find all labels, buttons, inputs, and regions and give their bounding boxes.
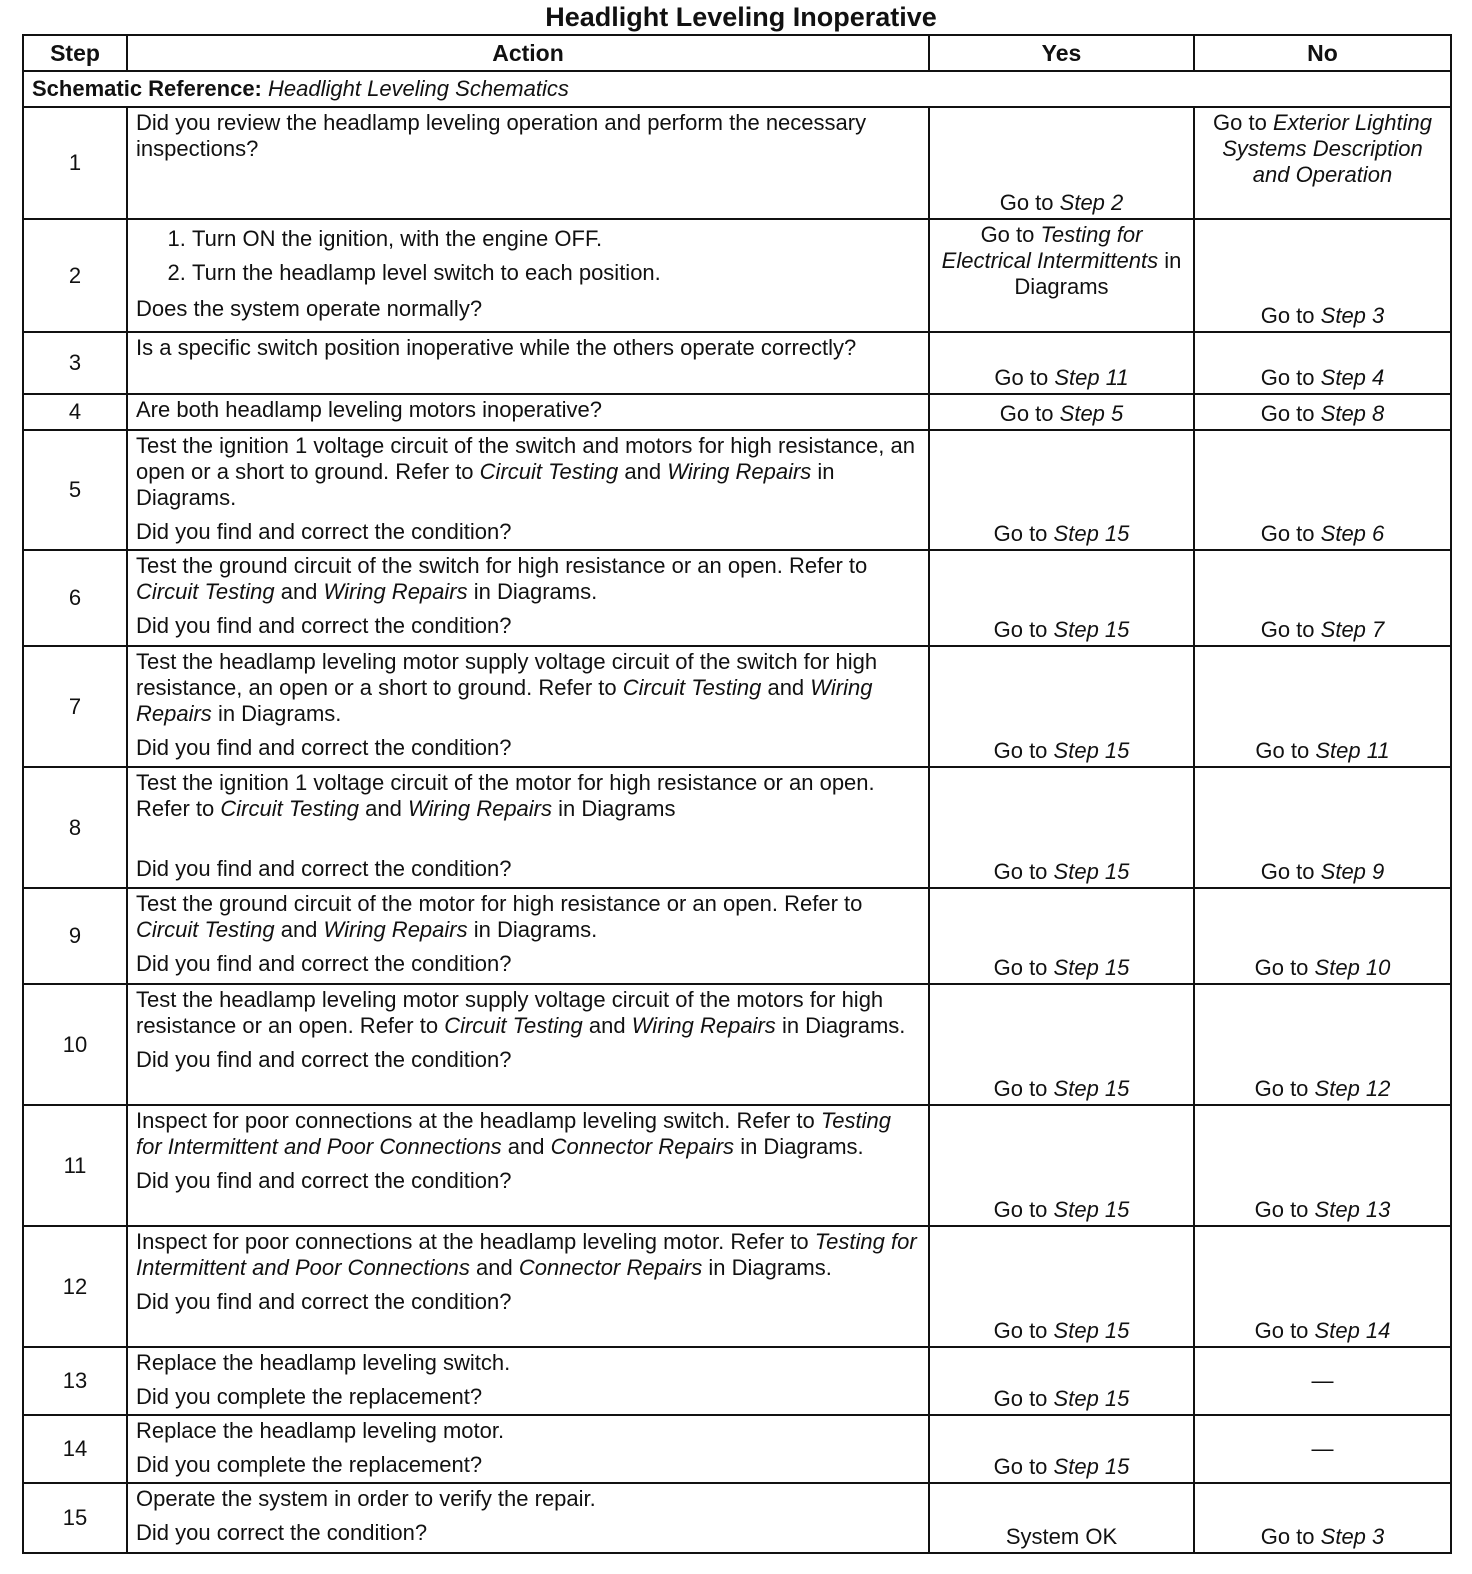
yes-suffix: in Diagrams <box>1014 248 1182 299</box>
go-to-text: Go to <box>993 1386 1048 1411</box>
go-to-text: Go to <box>1254 1318 1309 1343</box>
step-number: 6 <box>23 550 127 646</box>
no-cell <box>1194 394 1451 430</box>
action-text: Is a specific switch position inoperative while the others operate correctly? <box>136 335 857 360</box>
action-question: Did you find and correct the condition? <box>136 1168 512 1193</box>
go-to-text: Go to <box>993 738 1048 763</box>
wiring-repairs-link[interactable]: Wiring Repairs <box>667 459 812 484</box>
action-text-body: Test the ignition 1 voltage circuit of the motor for high resistance or an open. Refer to <box>136 770 875 821</box>
connector-repairs-link[interactable]: Connector Repairs <box>518 1255 703 1280</box>
in-diagrams-text: in Diagrams. <box>136 459 835 510</box>
schematic-link[interactable]: Headlight Leveling Schematics <box>268 76 569 101</box>
no-step-link[interactable]: Step 3 <box>1320 303 1385 328</box>
no-step-link[interactable]: Step 11 <box>1315 738 1390 763</box>
action-question: Did you correct the condition? <box>136 1520 428 1545</box>
go-to-text: Go to <box>993 1318 1048 1343</box>
go-to-text: Go to <box>1254 1076 1309 1101</box>
go-to-text: Go to <box>1260 401 1315 426</box>
table-row <box>23 394 1451 430</box>
table-row <box>23 767 1451 888</box>
action-cell <box>127 888 929 984</box>
go-to-text: Go to <box>999 401 1054 426</box>
yes-cell <box>929 1226 1194 1347</box>
no-step-link[interactable]: Step 4 <box>1320 365 1385 390</box>
wiring-repairs-link[interactable]: Wiring Repairs <box>136 675 873 726</box>
table-row <box>23 1105 1451 1226</box>
no-step-link[interactable]: Step 10 <box>1314 955 1391 980</box>
action-text: Did you review the headlamp leveling operation and perform the necessary inspections? <box>136 110 867 161</box>
yes-step-link[interactable]: Step 15 <box>1053 1454 1130 1479</box>
in-diagrams-text: in Diagrams. <box>781 1013 906 1038</box>
wiring-repairs-link[interactable]: Wiring Repairs <box>323 579 468 604</box>
step-number: 2 <box>23 219 127 332</box>
go-to-text: Go to <box>1260 859 1315 884</box>
no-step-link[interactable]: Step 6 <box>1320 521 1385 546</box>
go-to-text: Go to <box>993 617 1048 642</box>
action-text <box>136 649 920 727</box>
go-to-text: Go to <box>980 222 1035 247</box>
step-number: 14 <box>23 1415 127 1483</box>
go-to-text: Go to <box>999 190 1054 215</box>
no-cell <box>1194 332 1451 394</box>
no-cell <box>1194 888 1451 984</box>
go-to-text: Go to <box>1260 521 1315 546</box>
header-no: No <box>1194 35 1451 71</box>
action-cell <box>127 646 929 767</box>
and-text: and <box>365 796 402 821</box>
action-cell <box>127 394 929 430</box>
action-text <box>136 1229 920 1281</box>
action-cell <box>127 1105 929 1226</box>
yes-step-link[interactable]: Step 15 <box>1053 1197 1130 1222</box>
action-cell <box>127 550 929 646</box>
yes-step-link[interactable]: Step 15 <box>1053 1386 1130 1411</box>
in-diagrams-text: in Diagrams. <box>708 1255 832 1280</box>
wiring-repairs-link[interactable]: Wiring Repairs <box>631 1013 776 1038</box>
action-cell <box>127 1415 929 1483</box>
action-text-body: Inspect for poor connections at the headlamp leveling motor. Refer to <box>136 1229 809 1254</box>
yes-cell <box>929 107 1194 219</box>
no-cell: — <box>1194 1347 1451 1415</box>
table-row <box>23 1483 1451 1553</box>
header-yes: Yes <box>929 35 1194 71</box>
no-cell <box>1194 984 1451 1105</box>
action-question: Did you complete the replacement? <box>136 1384 483 1409</box>
yes-cell <box>929 1105 1194 1226</box>
connector-repairs-link[interactable]: Connector Repairs <box>550 1134 735 1159</box>
page-title: Headlight Leveling Inoperative <box>545 2 937 32</box>
circuit-testing-link[interactable]: Circuit Testing <box>136 579 275 604</box>
no-step-link[interactable]: Step 7 <box>1320 617 1385 642</box>
yes-step-link[interactable]: Step 15 <box>1053 617 1130 642</box>
schematic-reference <box>23 71 1451 107</box>
table-row <box>23 984 1451 1105</box>
circuit-testing-link[interactable]: Circuit Testing <box>479 459 619 484</box>
yes-cell <box>929 1347 1194 1415</box>
and-text: and <box>507 1134 545 1159</box>
action-text-body: Inspect for poor connections at the headlamp leveling switch. Refer to <box>136 1108 815 1133</box>
action-cell <box>127 107 929 219</box>
yes-cell <box>929 646 1194 767</box>
go-to-text: Go to <box>994 365 1049 390</box>
action-text-body: Test the ground circuit of the motor for high resistance or an open. Refer to <box>136 891 863 916</box>
action-text <box>136 553 920 605</box>
action-text <box>136 987 920 1039</box>
action-cell <box>127 1347 929 1415</box>
no-step-link[interactable]: Step 8 <box>1320 401 1385 426</box>
testing-intermittent-link[interactable]: Testing for Intermittent and Poor Connections <box>136 1229 917 1280</box>
step-number: 11 <box>23 1105 127 1226</box>
and-text: and <box>624 459 662 484</box>
step-number: 13 <box>23 1347 127 1415</box>
no-step-link[interactable]: Step 14 <box>1314 1318 1391 1343</box>
action-question: Did you find and correct the condition? <box>136 1289 512 1314</box>
action-cell <box>127 984 929 1105</box>
diagnostic-table <box>22 34 1452 1554</box>
yes-reference-link[interactable]: Testing for Electrical Intermittents <box>941 222 1159 273</box>
go-to-text: Go to <box>993 859 1048 884</box>
schematic-label: Schematic Reference: <box>32 76 262 101</box>
go-to-text: Go to <box>1260 617 1315 642</box>
action-text-body: Test the headlamp leveling motor supply voltage circuit of the switch for high resistance, an open or a short to ground. Refer to <box>136 649 878 700</box>
yes-cell <box>929 888 1194 984</box>
step-number: 8 <box>23 767 127 888</box>
no-cell <box>1194 1483 1451 1553</box>
action-question: Did you find and correct the condition? <box>136 1047 512 1072</box>
table-row <box>23 1226 1451 1347</box>
yes-step-link[interactable]: Step 15 <box>1053 859 1130 884</box>
step-number: 10 <box>23 984 127 1105</box>
go-to-text: Go to <box>1254 955 1309 980</box>
circuit-testing-link[interactable]: Circuit Testing <box>220 796 359 821</box>
no-cell <box>1194 430 1451 550</box>
yes-cell: System OK <box>929 1483 1194 1553</box>
wiring-repairs-link[interactable]: Wiring Repairs <box>323 917 468 942</box>
table-row <box>23 646 1451 767</box>
table-row <box>23 332 1451 394</box>
table-row <box>23 888 1451 984</box>
step-number: 12 <box>23 1226 127 1347</box>
action-text: Replace the headlamp leveling motor. <box>136 1418 505 1443</box>
and-text: and <box>767 675 805 700</box>
wiring-repairs-link[interactable]: Wiring Repairs <box>407 796 553 821</box>
action-question: Did you find and correct the condition? <box>136 856 512 881</box>
no-cell <box>1194 767 1451 888</box>
and-text: and <box>588 1013 626 1038</box>
table-row <box>23 1347 1451 1415</box>
in-diagrams-text: in Diagrams. <box>473 917 598 942</box>
no-step-link[interactable]: Step 13 <box>1314 1197 1391 1222</box>
yes-step-link[interactable]: Step 15 <box>1053 955 1130 980</box>
list-item: 1. Turn ON the ignition, with the engine OFF. <box>192 222 920 256</box>
action-text: Replace the headlamp leveling switch. <box>136 1350 511 1375</box>
step-number: 15 <box>23 1483 127 1553</box>
action-cell <box>127 332 929 394</box>
no-cell <box>1194 550 1451 646</box>
step-number: 1 <box>23 107 127 219</box>
table-row <box>23 1415 1451 1483</box>
in-diagrams-text: in Diagrams <box>558 796 676 821</box>
go-to-text: Go to <box>993 1454 1048 1479</box>
list-item: 2. Turn the headlamp level switch to each position. <box>192 256 920 290</box>
in-diagrams-text: in Diagrams. <box>473 579 598 604</box>
go-to-text: Go to <box>1254 1197 1309 1222</box>
go-to-text: Go to <box>1255 738 1310 763</box>
step-number: 5 <box>23 430 127 550</box>
action-text <box>136 433 920 511</box>
action-cell <box>127 430 929 550</box>
yes-cell <box>929 984 1194 1105</box>
yes-step-link[interactable]: Step 11 <box>1054 365 1129 390</box>
step-number: 4 <box>23 394 127 430</box>
action-cell <box>127 767 929 888</box>
yes-step-link[interactable]: Step 5 <box>1059 401 1124 426</box>
testing-intermittent-link[interactable]: Testing for Intermittent and Poor Connections <box>136 1108 891 1159</box>
in-diagrams-text: in Diagrams. <box>217 701 342 726</box>
go-to-text: Go to <box>1213 110 1267 135</box>
yes-step-link[interactable]: Step 15 <box>1053 521 1130 546</box>
go-to-text: Go to <box>993 1197 1048 1222</box>
no-step-link[interactable]: Step 9 <box>1320 859 1385 884</box>
no-step-link[interactable]: Step 12 <box>1314 1076 1391 1101</box>
yes-cell <box>929 332 1194 394</box>
yes-cell <box>929 1415 1194 1483</box>
no-step-link[interactable]: Step 3 <box>1320 1524 1385 1549</box>
action-cell <box>127 219 929 332</box>
yes-step-link[interactable]: Step 15 <box>1053 1076 1130 1101</box>
yes-cell <box>929 219 1194 332</box>
go-to-text: Go to <box>993 1076 1048 1101</box>
step-number: 7 <box>23 646 127 767</box>
action-question: Did you find and correct the condition? <box>136 735 512 760</box>
no-cell <box>1194 1105 1451 1226</box>
go-to-text: Go to <box>993 955 1048 980</box>
action-list <box>136 222 920 290</box>
yes-step-link[interactable]: Step 15 <box>1053 1318 1130 1343</box>
go-to-text: Go to <box>1260 365 1315 390</box>
no-cell: — <box>1194 1415 1451 1483</box>
and-text: and <box>280 917 318 942</box>
no-cell <box>1194 1226 1451 1347</box>
action-text-body: Test the ignition 1 voltage circuit of the switch and motors for high resistance, an open or a short to ground. Refer to <box>136 433 915 484</box>
go-to-text: Go to <box>1260 303 1315 328</box>
go-to-text: Go to <box>993 521 1048 546</box>
yes-cell <box>929 394 1194 430</box>
table-row <box>23 107 1451 219</box>
action-text: Operate the system in order to verify the repair. <box>136 1486 596 1511</box>
action-text-body: Test the headlamp leveling motor supply voltage circuit of the motors for high resistance or an open. Refer to <box>136 987 884 1038</box>
no-reference-link[interactable]: Exterior Lighting Systems Description and Operation <box>1222 110 1432 187</box>
header-step: Step <box>23 35 127 71</box>
yes-cell <box>929 550 1194 646</box>
yes-step-link[interactable]: Step 15 <box>1053 738 1130 763</box>
table-row <box>23 550 1451 646</box>
table-row <box>23 219 1451 332</box>
go-to-text: Go to <box>1260 1524 1315 1549</box>
action-text-body: Test the ground circuit of the switch for high resistance or an open. Refer to <box>136 553 868 578</box>
and-text: and <box>475 1255 513 1280</box>
in-diagrams-text: in Diagrams. <box>740 1134 864 1159</box>
action-text <box>136 770 920 822</box>
action-question: Did you find and correct the condition? <box>136 613 512 638</box>
and-text: and <box>280 579 318 604</box>
action-question: Did you find and correct the condition? <box>136 951 512 976</box>
step-number: 9 <box>23 888 127 984</box>
table-row <box>23 430 1451 550</box>
action-text: Are both headlamp leveling motors inoperative? <box>136 397 602 422</box>
header-row <box>23 35 1451 71</box>
no-cell <box>1194 219 1451 332</box>
schematic-row <box>23 71 1451 107</box>
action-question: Does the system operate normally? <box>136 296 483 321</box>
circuit-testing-link[interactable]: Circuit Testing <box>444 1013 583 1038</box>
header-action: Action <box>127 35 929 71</box>
step-number: 3 <box>23 332 127 394</box>
circuit-testing-link[interactable]: Circuit Testing <box>622 675 762 700</box>
action-cell <box>127 1483 929 1553</box>
no-cell <box>1194 646 1451 767</box>
action-cell <box>127 1226 929 1347</box>
action-question: Did you find and correct the condition? <box>136 519 512 544</box>
yes-step-link[interactable]: Step 2 <box>1059 190 1124 215</box>
action-question: Did you complete the replacement? <box>136 1452 483 1477</box>
yes-cell <box>929 767 1194 888</box>
action-text <box>136 1108 920 1160</box>
no-cell <box>1194 107 1451 219</box>
yes-cell <box>929 430 1194 550</box>
circuit-testing-link[interactable]: Circuit Testing <box>136 917 275 942</box>
action-text <box>136 891 920 943</box>
